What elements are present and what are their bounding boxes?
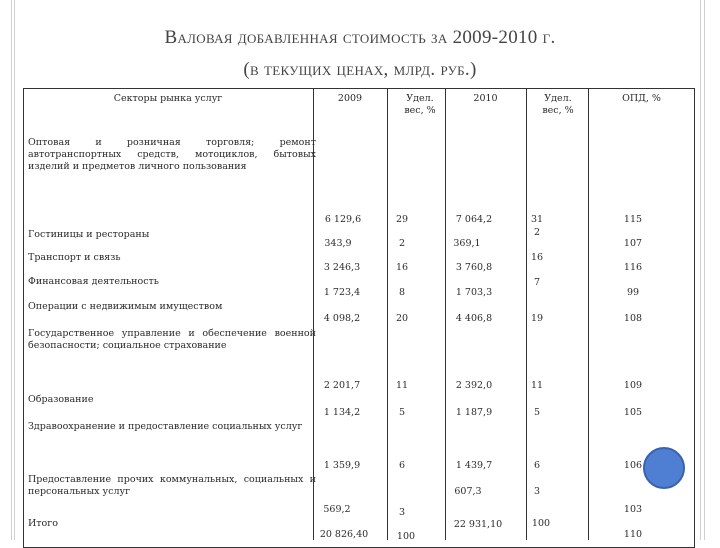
row-opd: 109 bbox=[623, 380, 643, 391]
row-value-2009-total: 20 826,40 bbox=[319, 529, 369, 540]
row-share-2010: 19 bbox=[530, 313, 544, 324]
row-share-2010: 6 bbox=[533, 460, 541, 471]
row-sector: Транспорт и связь bbox=[28, 252, 121, 263]
row-share-2009: 6 bbox=[398, 460, 406, 471]
header-share-2009: Удел. вес, % bbox=[404, 93, 436, 116]
row-share-2009: 8 bbox=[398, 287, 406, 298]
header-opd: ОПД, % bbox=[622, 93, 661, 104]
row-share-2010: 2 bbox=[533, 227, 541, 238]
row-sector: Образование bbox=[28, 394, 94, 405]
header-2009: 2009 bbox=[337, 93, 363, 104]
row-value-2010: 369,1 bbox=[453, 238, 481, 249]
row-opd: 105 bbox=[623, 407, 643, 418]
slide-title bbox=[0, 22, 720, 86]
row-share-2009: 5 bbox=[398, 407, 406, 418]
row-opd: 116 bbox=[623, 262, 643, 273]
row-value-2010: 7 064,2 bbox=[455, 214, 493, 225]
row-value-2009: 1 723,4 bbox=[323, 287, 361, 298]
row-share-2010: 5 bbox=[533, 407, 541, 418]
row-sector-total: Итого bbox=[28, 518, 58, 529]
row-value-2010: 1 439,7 bbox=[455, 460, 493, 471]
row-share-2010: 7 bbox=[533, 277, 541, 288]
row-opd-total: 110 bbox=[623, 529, 643, 540]
row-value-2009: 1 359,9 bbox=[323, 460, 361, 471]
row-value-2009: 343,9 bbox=[324, 238, 352, 249]
row-value-2010-total: 22 931,10 bbox=[453, 519, 503, 530]
row-opd: 106 bbox=[623, 460, 643, 471]
row-value-2010: 4 406,8 bbox=[455, 313, 493, 324]
row-sector: Финансовая деятельность bbox=[28, 276, 159, 287]
row-value-2009: 3 246,3 bbox=[323, 262, 361, 273]
row-share-2009-total: 100 bbox=[396, 531, 416, 542]
title-line-2: (в текущих ценах, млрд. руб.) bbox=[243, 59, 477, 80]
row-sector: Государственное управление и обеспечение военной безопасности; социальное страхование bbox=[28, 328, 316, 351]
row-value-2010: 3 760,8 bbox=[455, 262, 493, 273]
row-share-2009: 2 bbox=[398, 238, 406, 249]
row-value-2010: 1 703,3 bbox=[455, 287, 493, 298]
row-value-2009: 569,2 bbox=[323, 504, 351, 515]
row-opd: 103 bbox=[623, 504, 643, 515]
row-share-2010: 3 bbox=[533, 486, 541, 497]
row-opd: 99 bbox=[626, 287, 640, 298]
row-share-2009: 20 bbox=[395, 313, 409, 324]
row-share-2009: 11 bbox=[395, 380, 409, 391]
row-share-2009: 16 bbox=[395, 262, 409, 273]
row-share-2009: 3 bbox=[398, 507, 406, 518]
row-value-2009: 1 134,2 bbox=[323, 407, 361, 418]
row-value-2010: 607,3 bbox=[454, 486, 482, 497]
row-sector: Операции с недвижимым имуществом bbox=[28, 301, 223, 312]
column-divider bbox=[588, 88, 589, 540]
row-share-2010: 11 bbox=[530, 380, 544, 391]
column-divider bbox=[445, 88, 446, 540]
row-opd: 107 bbox=[623, 238, 643, 249]
row-opd: 115 bbox=[623, 214, 643, 225]
row-value-2010: 1 187,9 bbox=[455, 407, 493, 418]
row-sector: Предоставление прочих коммунальных, социальных и персональных услуг bbox=[28, 474, 316, 497]
row-share-2010: 31 bbox=[530, 214, 544, 225]
decorative-circle bbox=[643, 447, 685, 489]
header-sectors: Секторы рынка услуг bbox=[113, 93, 223, 104]
row-value-2010: 2 392,0 bbox=[455, 380, 493, 391]
row-share-2010: 16 bbox=[530, 252, 544, 263]
row-sector: Гостиницы и рестораны bbox=[28, 229, 150, 240]
row-share-2009: 29 bbox=[395, 214, 409, 225]
header-2010: 2010 bbox=[473, 93, 498, 104]
row-sector: Здравоохранение и предоставление социальных услуг bbox=[28, 421, 303, 432]
row-value-2009: 4 098,2 bbox=[323, 313, 361, 324]
header-share-2010: Удел. вес, % bbox=[542, 93, 574, 116]
row-value-2009: 2 201,7 bbox=[323, 380, 361, 391]
row-share-2010-total: 100 bbox=[531, 518, 551, 529]
row-value-2009: 6 129,6 bbox=[324, 214, 362, 225]
title-line-1: Валовая добавленная стоимость за 2009-2010 г. bbox=[164, 27, 556, 48]
row-sector: Оптовая и розничная торговля; ремонт автотранспортных средств, мотоциклов, бытовых изделий и предметов личного пользования bbox=[28, 137, 316, 172]
row-opd: 108 bbox=[623, 313, 643, 324]
